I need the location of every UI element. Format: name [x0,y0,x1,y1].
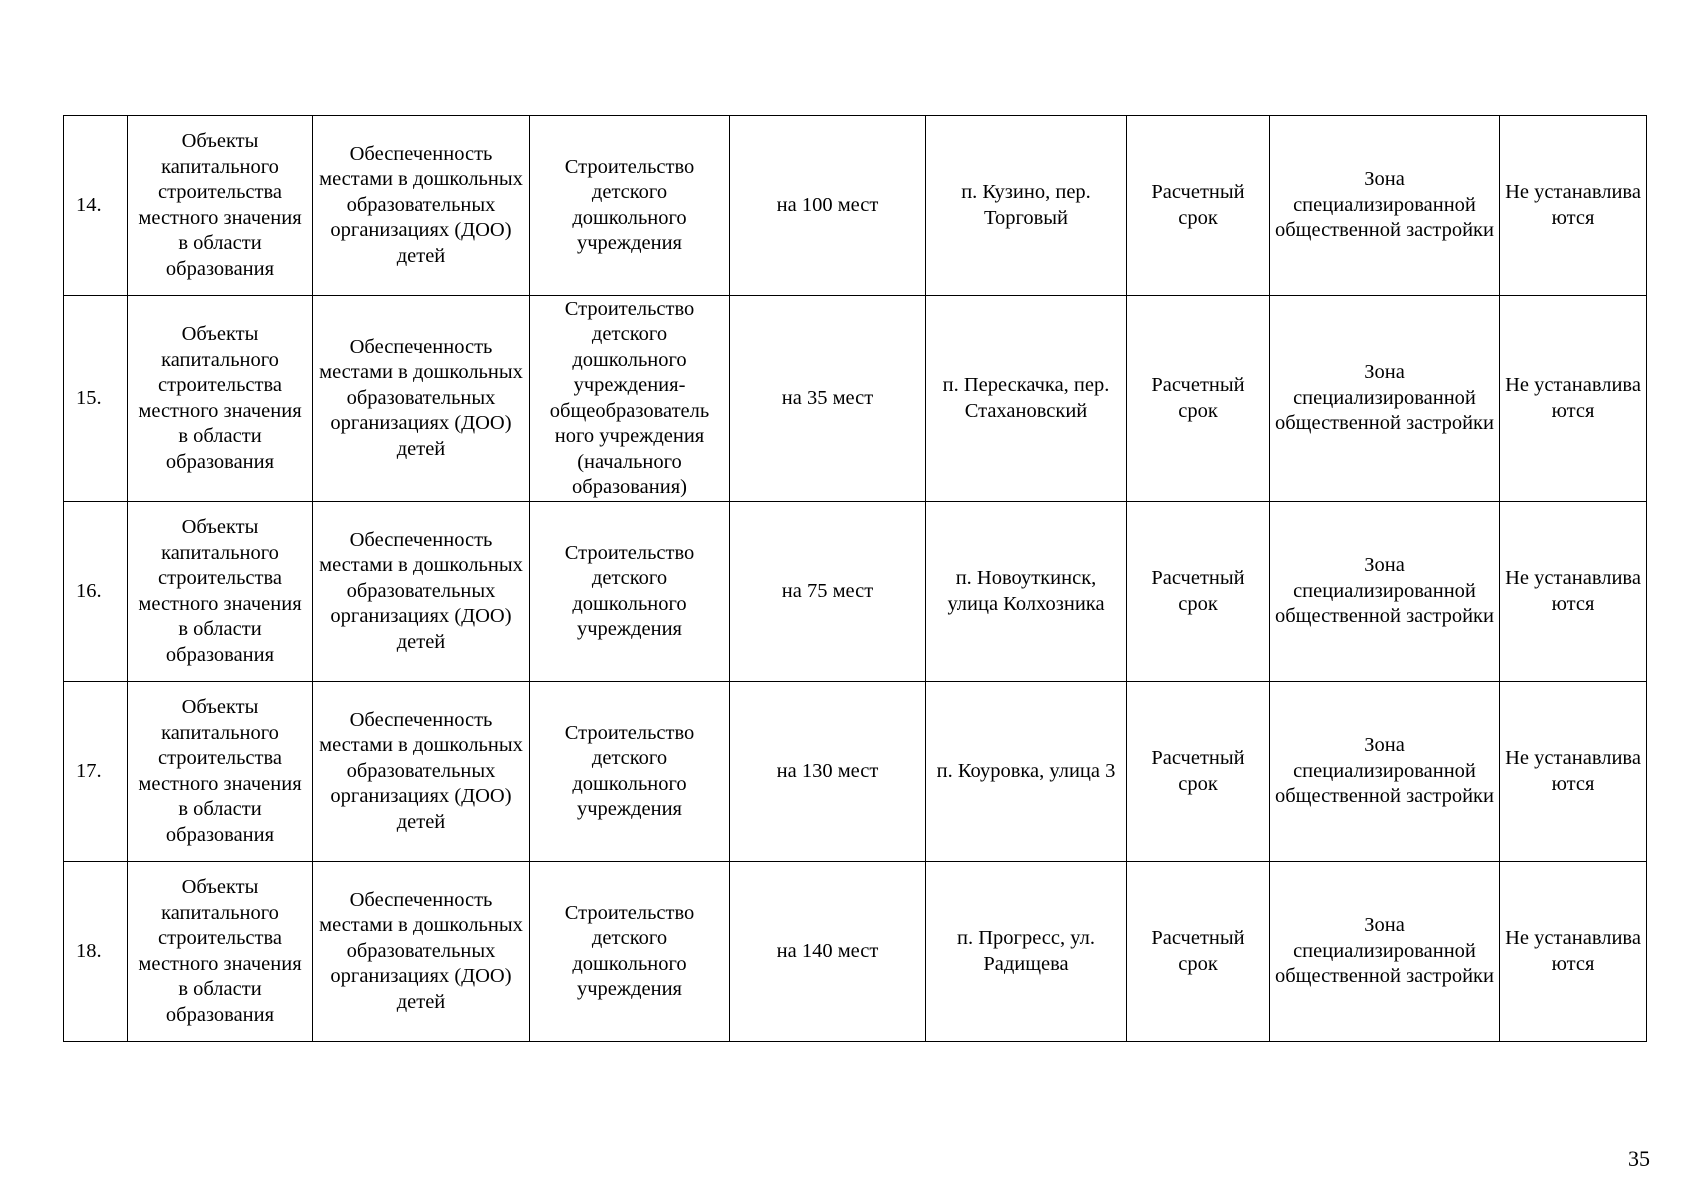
protected-zones-cell: Не устанавлива ются [1500,862,1647,1042]
table-row [64,296,1647,502]
location-cell: п. Кузино, пер. Торговый [926,116,1127,296]
term-cell: Расчетный срок [1127,116,1270,296]
zone-cell: Зона специализированной общественной застройки [1270,682,1500,862]
indicator-cell: Обеспеченность местами в дошкольных образовательных организациях (ДОО) детей [313,682,530,862]
row-number: 18. [64,862,128,1042]
capacity-cell: на 130 мест [730,682,926,862]
action-cell: Строительство детского дошкольного учреждения [530,116,730,296]
zone-cell: Зона специализированной общественной застройки [1270,296,1500,502]
row-number: 17. [64,682,128,862]
indicator-cell: Обеспеченность местами в дошкольных образовательных организациях (ДОО) детей [313,116,530,296]
table-row [64,862,1647,1042]
protected-zones-cell: Не устанавлива ются [1500,682,1647,862]
action-cell: Строительство детского дошкольного учреждения [530,682,730,862]
capacity-cell: на 140 мест [730,862,926,1042]
location-cell: п. Прогресс, ул. Радищева [926,862,1127,1042]
location-cell: п. Перескачка, пер. Стахановский [926,296,1127,502]
zone-cell: Зона специализированной общественной застройки [1270,862,1500,1042]
protected-zones-cell: Не устанавлива ются [1500,296,1647,502]
location-cell: п. Коуровка, улица 3 [926,682,1127,862]
row-number: 16. [64,502,128,682]
table-row [64,116,1647,296]
object-type-cell: Объекты капитального строительства местного значения в области образования [128,862,313,1042]
capacity-cell: на 35 мест [730,296,926,502]
object-type-cell: Объекты капитального строительства местного значения в области образования [128,116,313,296]
object-type-cell: Объекты капитального строительства местного значения в области образования [128,502,313,682]
term-cell: Расчетный срок [1127,296,1270,502]
indicator-cell: Обеспеченность местами в дошкольных образовательных организациях (ДОО) детей [313,502,530,682]
indicator-cell: Обеспеченность местами в дошкольных образовательных организациях (ДОО) детей [313,862,530,1042]
page-number: 35 [1628,1146,1650,1171]
object-type-cell: Объекты капитального строительства местного значения в области образования [128,296,313,502]
term-cell: Расчетный срок [1127,502,1270,682]
zone-cell: Зона специализированной общественной застройки [1270,116,1500,296]
location-cell: п. Новоуткинск, улица Колхозника [926,502,1127,682]
table-row [64,502,1647,682]
action-cell: Строительство детского дошкольного учреждения [530,502,730,682]
action-cell: Строительство детского дошкольного учреждения [530,862,730,1042]
capacity-cell: на 100 мест [730,116,926,296]
indicator-cell: Обеспеченность местами в дошкольных образовательных организациях (ДОО) детей [313,296,530,502]
object-type-cell: Объекты капитального строительства местного значения в области образования [128,682,313,862]
protected-zones-cell: Не устанавлива ются [1500,116,1647,296]
zone-cell: Зона специализированной общественной застройки [1270,502,1500,682]
capacity-cell: на 75 мест [730,502,926,682]
table-row [64,682,1647,862]
term-cell: Расчетный срок [1127,862,1270,1042]
row-number: 14. [64,116,128,296]
row-number: 15. [64,296,128,502]
term-cell: Расчетный срок [1127,682,1270,862]
action-cell: Строительство детского дошкольного учреждения-общеобразователь ного учреждения (начального образования) [530,296,730,502]
planned-objects-table [63,115,1647,1042]
protected-zones-cell: Не устанавлива ются [1500,502,1647,682]
